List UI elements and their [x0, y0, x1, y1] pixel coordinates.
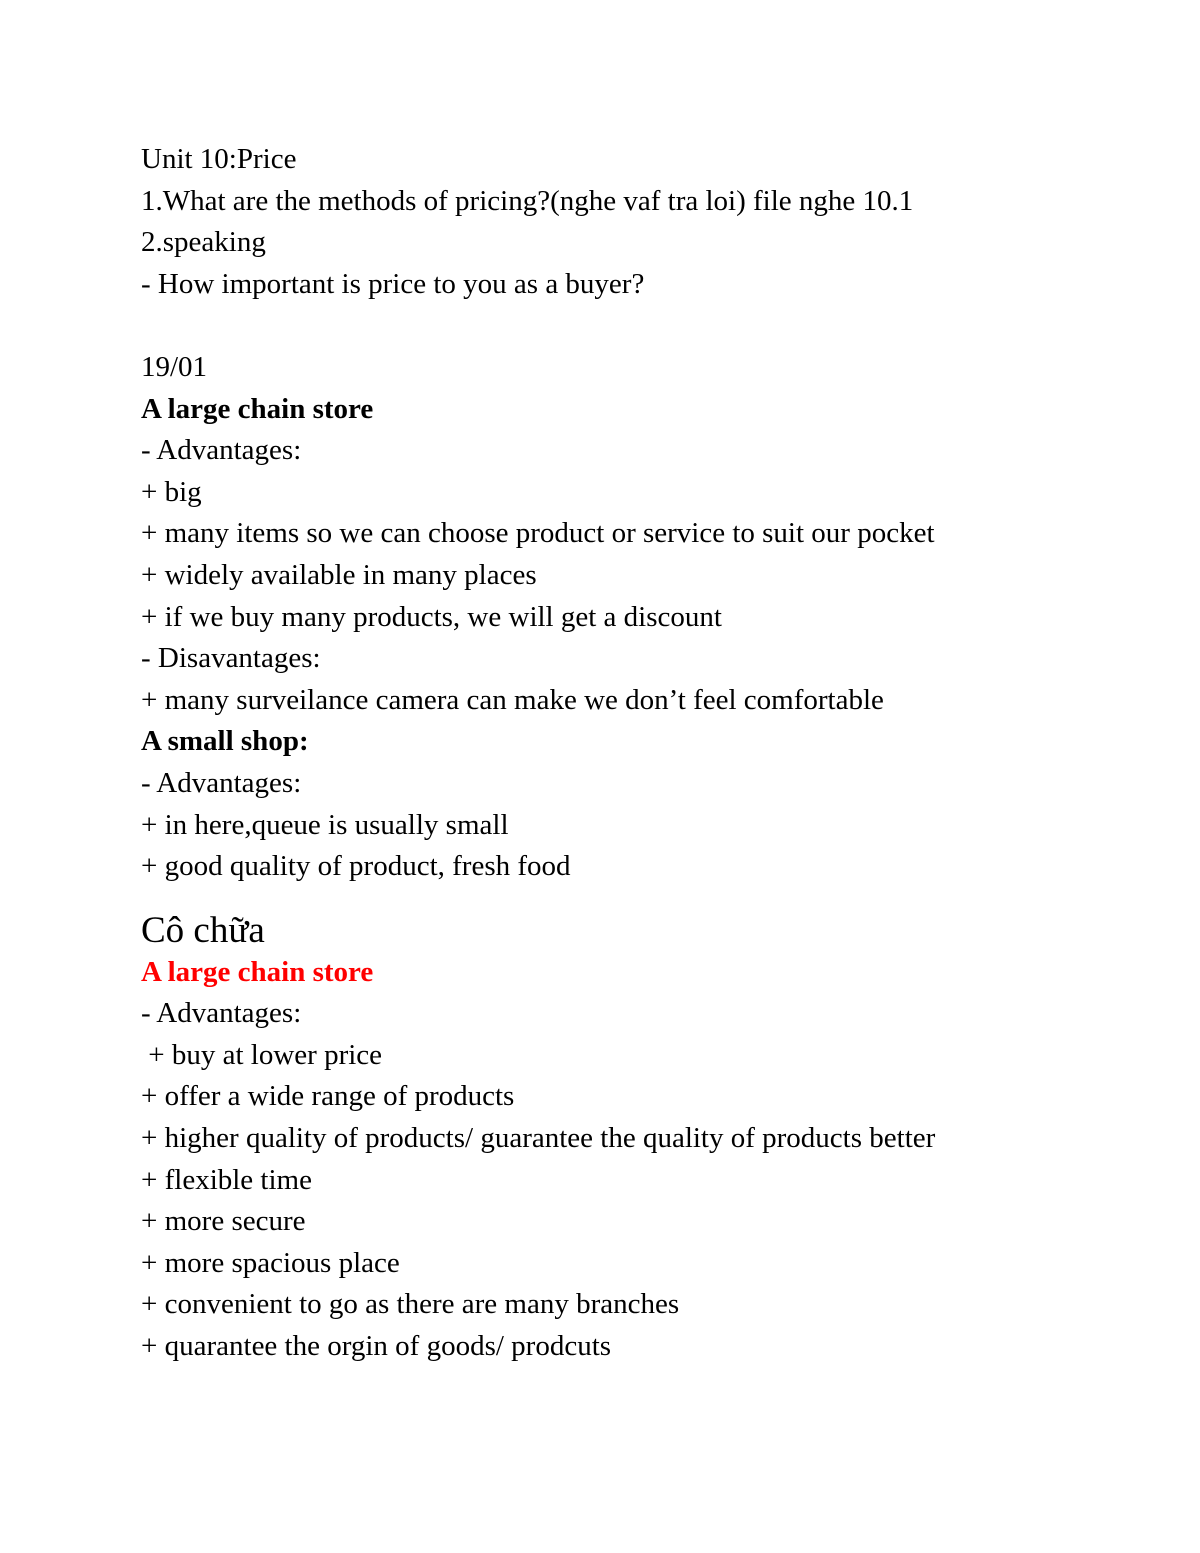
correction-heading: Cô chữa: [141, 909, 265, 951]
document-body: [141, 139, 1141, 1368]
list-item: + good quality of product, fresh food: [141, 850, 571, 883]
list-item: + higher quality of products/ guarantee the quality of products better: [141, 1122, 936, 1155]
list-item: + convenient to go as there are many branches: [141, 1288, 680, 1321]
section-heading-small-shop: A small shop:: [141, 725, 309, 758]
list-item: + many items so we can choose product or service to suit our pocket: [141, 517, 935, 550]
advantages-label: - Advantages:: [141, 434, 302, 467]
list-item: + more secure: [141, 1205, 306, 1238]
disadvantages-label: - Disavantages:: [141, 642, 321, 675]
question-2-item: - How important is price to you as a buyer?: [141, 267, 645, 300]
unit-title: Unit 10:Price: [141, 143, 297, 175]
list-item: + many surveilance camera can make we don’t feel comfortable: [141, 683, 884, 716]
list-item: + widely available in many places: [141, 558, 537, 591]
list-item: + big: [141, 475, 202, 508]
blank-line: [141, 305, 1141, 347]
list-item: + flexible time: [141, 1163, 312, 1196]
advantages-label: - Advantages:: [141, 997, 302, 1030]
section-heading-chain-store: A large chain store: [141, 392, 374, 425]
question-2: 2.speaking: [141, 226, 266, 259]
advantages-label: - Advantages:: [141, 766, 302, 799]
list-item: + quarantee the orgin of goods/ prodcuts: [141, 1330, 612, 1363]
list-item: + if we buy many products, we will get a discount: [141, 600, 722, 633]
correction-subheading: A large chain store: [141, 955, 374, 988]
list-item: + in here,queue is usually small: [141, 808, 509, 841]
date-label: 19/01: [141, 350, 208, 383]
list-item: + offer a wide range of products: [141, 1080, 515, 1113]
list-item: + more spacious place: [141, 1246, 400, 1279]
list-item: + buy at lower price: [141, 1038, 383, 1071]
question-1: 1.What are the methods of pricing?(nghe vaf tra loi) file nghe 10.1: [141, 184, 914, 217]
